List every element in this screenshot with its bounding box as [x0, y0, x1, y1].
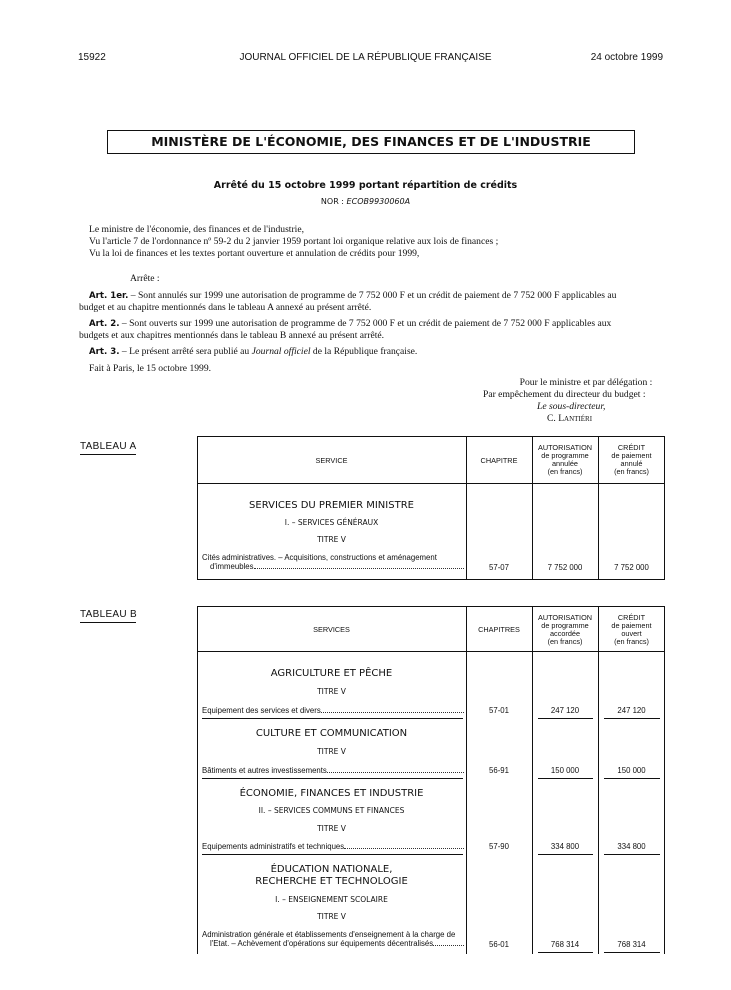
row-label-line: Cités administratives. – Acquisitions, constructions et aménagement — [202, 553, 437, 562]
article-3 — [89, 346, 417, 358]
divider — [604, 718, 660, 719]
auth-cell: 768 314 — [550, 940, 580, 949]
header-line: AUTORISATION — [537, 613, 593, 622]
col-header-service: SERVICE — [315, 456, 348, 465]
divider — [197, 651, 665, 652]
section-title-line: RECHERCHE ET TECHNOLOGIE — [255, 876, 408, 887]
subsection-title: I. – SERVICES GÉNÉRAUX — [284, 518, 379, 527]
subsection-title: II. – SERVICES COMMUNS ET FINANCES — [258, 806, 405, 815]
chapitre-cell: 56-01 — [489, 940, 509, 949]
section-title — [197, 864, 466, 888]
section-title-line: ÉDUCATION NATIONALE, — [270, 864, 393, 875]
section-title: ÉCONOMIE, FINANCES ET INDUSTRIE — [239, 788, 424, 799]
row-label — [202, 553, 464, 571]
chapitre-cell: 57-90 — [489, 842, 509, 851]
preamble-line: Vu l'article 7 de l'ordonnance nº 59-2 du 2 janvier 1959 portant loi organique relative aux lois de finances ; — [89, 236, 499, 247]
header-line: CRÉDIT — [617, 443, 646, 452]
article-text: – Sont annulés sur 1999 une autorisation de programme de 7 752 000 F et un crédit de paiement de 7 752 000 F applicables au — [128, 290, 617, 301]
header-line: (en francs) — [547, 467, 583, 476]
divider — [532, 606, 533, 954]
leader-dots — [321, 706, 464, 713]
titre-label: TITRE V — [317, 747, 346, 756]
signature-title: Le sous-directeur, — [537, 401, 606, 412]
journal-title: JOURNAL OFFICIEL DE LA RÉPUBLIQUE FRANÇAISE — [239, 52, 492, 63]
nor-code: ECOB9930060A — [346, 197, 411, 206]
divider — [604, 854, 660, 855]
row-label — [202, 842, 464, 851]
header-line: (en francs) — [614, 637, 649, 646]
col-header-credit — [598, 444, 665, 476]
article-text: – Sont ouverts sur 1999 une autorisation de programme de 7 752 000 F et un crédit de paiement de 7 752 000 F applicables aux — [119, 318, 612, 329]
subsection-title: I. – ENSEIGNEMENT SCOLAIRE — [275, 895, 388, 904]
article-2-cont: budgets et aux chapitres mentionnés dans le tableau B annexé au présent arrêté. — [79, 330, 385, 341]
preamble-line: Le ministre de l'économie, des finances et de l'industrie, — [89, 224, 304, 235]
row-label-line: d'immeubles — [210, 562, 254, 571]
done-at: Fait à Paris, le 15 octobre 1999. — [89, 363, 212, 374]
signatory-name: C. Lantiéri — [547, 413, 593, 424]
nor-reference — [0, 197, 731, 206]
divider — [80, 622, 136, 623]
article-text: de la République française. — [310, 346, 418, 357]
divider — [604, 778, 660, 779]
header-line: AUTORISATION — [537, 443, 593, 452]
divider — [202, 854, 463, 855]
col-header-chapitres: CHAPITRES — [478, 625, 520, 634]
row-label — [202, 930, 464, 948]
arrete-heading: Arrête : — [130, 273, 160, 284]
chapitre-cell: 57-01 — [489, 706, 509, 715]
header-line: accordée — [549, 629, 581, 638]
leader-dots — [327, 766, 464, 773]
ministry-banner: MINISTÈRE DE L'ÉCONOMIE, DES FINANCES ET DE L'INDUSTRIE — [107, 130, 635, 154]
article-label: Art. 3. — [89, 347, 120, 357]
auth-cell: 334 800 — [550, 842, 580, 851]
header-line: de programme — [541, 621, 589, 630]
header-line: ouvert — [621, 629, 642, 638]
row-label — [202, 766, 464, 775]
article-text: – Le présent arrêté sera publié au — [119, 346, 252, 357]
header-line: de paiement — [611, 451, 652, 460]
chapitre-cell: 57-07 — [489, 563, 509, 572]
header-line: annulée — [552, 459, 578, 468]
journal-reference: Journal officiel — [251, 346, 311, 357]
section-title: SERVICES DU PREMIER MINISTRE — [249, 500, 414, 511]
signature-block — [420, 377, 670, 389]
row-label-line: Administration générale et établissements d'enseignement à la charge de — [202, 930, 456, 939]
divider — [202, 778, 463, 779]
divider — [604, 952, 660, 953]
nor-label: NOR : — [320, 197, 347, 206]
divider — [598, 606, 599, 954]
credit-cell: 7 752 000 — [614, 563, 649, 572]
header-line: (en francs) — [614, 467, 649, 476]
table-b-label: TABLEAU B — [80, 609, 137, 620]
col-header-credit — [598, 614, 665, 646]
titre-label: TITRE V — [317, 824, 346, 833]
issue-date: 24 octobre 1999 — [590, 52, 663, 63]
row-label — [202, 706, 464, 715]
header-line: CRÉDIT — [617, 613, 646, 622]
titre-label: TITRE V — [317, 535, 346, 544]
signature-line: Par empêchement du directeur du budget : — [483, 389, 646, 400]
col-header-chapitre: CHAPITRE — [480, 456, 518, 465]
divider — [466, 606, 467, 954]
auth-cell: 7 752 000 — [547, 563, 583, 572]
page-number: 15922 — [78, 52, 106, 63]
divider — [538, 718, 593, 719]
article-1 — [89, 290, 669, 302]
row-label-line: Bâtiments et autres investissements — [202, 766, 327, 775]
titre-label: TITRE V — [317, 687, 346, 696]
article-label: Art. 2. — [89, 319, 120, 329]
row-label-line: l'Etat. – Achèvement d'opérations sur équipements décentralisés — [210, 939, 434, 948]
col-header-autorisation — [532, 444, 598, 476]
divider — [202, 718, 463, 719]
credit-cell: 150 000 — [617, 766, 646, 775]
leader-dots — [254, 562, 464, 569]
chapitre-cell: 56-91 — [489, 766, 509, 775]
signature-line: Pour le ministre et par délégation : — [519, 377, 653, 388]
divider — [80, 454, 136, 455]
credit-cell: 247 120 — [617, 706, 646, 715]
auth-cell: 150 000 — [550, 766, 580, 775]
divider — [538, 952, 593, 953]
divider — [538, 778, 593, 779]
article-2 — [89, 318, 669, 330]
col-header-services: SERVICES — [313, 625, 350, 634]
header-line: annulé — [620, 459, 643, 468]
section-title: AGRICULTURE ET PÊCHE — [270, 668, 393, 679]
header-line: (en francs) — [547, 637, 583, 646]
article-1-cont: budget et au chapitre mentionnés dans le tableau A annexé au présent arrêté. — [79, 302, 372, 313]
credit-cell: 768 314 — [617, 940, 646, 949]
table-a-label: TABLEAU A — [80, 441, 137, 452]
auth-cell: 247 120 — [550, 706, 580, 715]
leader-dots — [433, 939, 464, 946]
decree-title: Arrêté du 15 octobre 1999 portant répartition de crédits — [213, 180, 518, 191]
divider — [538, 854, 593, 855]
credit-cell: 334 800 — [617, 842, 646, 851]
header-line: de paiement — [611, 621, 652, 630]
leader-dots — [344, 842, 464, 849]
preamble-line: Vu la loi de finances et les textes portant ouverture et annulation de crédits pour 1999, — [89, 248, 420, 259]
header-line: de programme — [541, 451, 589, 460]
titre-label: TITRE V — [317, 912, 346, 921]
divider — [197, 483, 665, 484]
section-title: CULTURE ET COMMUNICATION — [255, 728, 408, 739]
row-label-line: Equipement des services et divers — [202, 706, 321, 715]
row-label-line: Equipements administratifs et techniques — [202, 842, 345, 851]
col-header-autorisation — [532, 614, 598, 646]
article-label: Art. 1er. — [89, 291, 129, 301]
